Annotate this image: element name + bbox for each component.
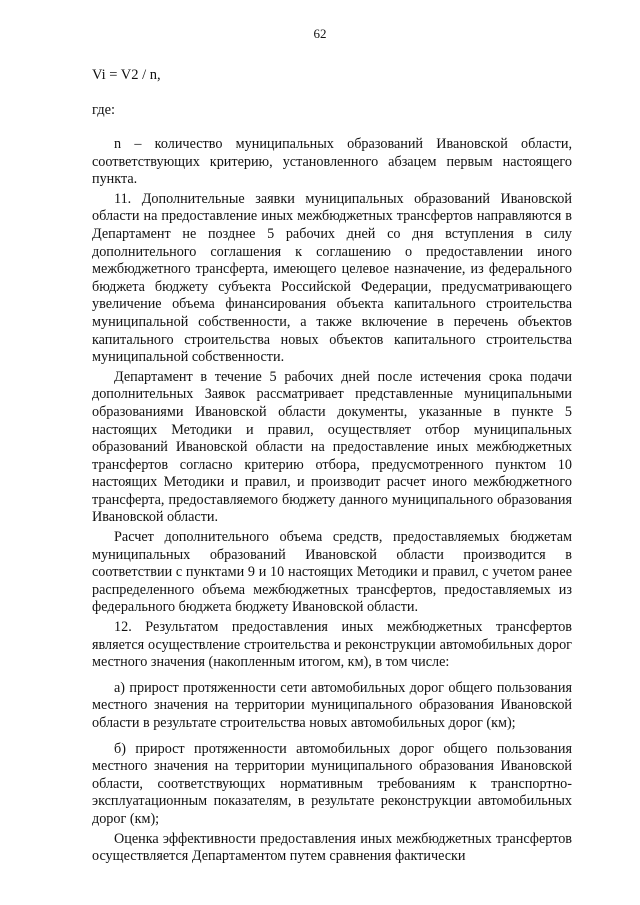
paragraph-subitem-a: а) прирост протяженности сети автомобильных дорог общего пользования местного значения на территории муниципального образования Ивановской области в результате строительства новых автомобильных дорог (км); (92, 679, 572, 731)
paragraph-subitem-b: б) прирост протяженности автомобильных дорог общего пользования местного значения на территории муниципального образования Ивановской области, соответствующих нормативным требованиям к транспортно-эксплуатационным показателям, в результате реконструкции автомобильных дорог (км); (92, 740, 572, 827)
paragraph-n-definition: n – количество муниципальных образований Ивановской области, соответствующих критерию, установленного абзацем первым настоящего пункта. (92, 136, 572, 188)
paragraph-item-11: 11. Дополнительные заявки муниципальных образований Ивановской области на предоставление иных межбюджетных трансфертов направляются в Департамент не позднее 5 рабочих дней со дня вступления в силу дополнительного соглашения к соглашению о предоставлении иного межбюджетного трансферта, имеющего целевое назначение, из федерального бюджета бюджету субъекта Российской Федерации, предусматривающего увеличение объема финансирования объекта капитального строительства муниципальной собственности, а также включение в перечень объектов капитального строительства новых объектов капитального строительства муниципальной собственности. (92, 190, 572, 366)
formula: Vi = V2 / n, (92, 67, 161, 83)
paragraph-efficiency-assessment: Оценка эффективности предоставления иных межбюджетных трансфертов осуществляется Департаментом путем сравнения фактически (92, 830, 572, 865)
body-text (92, 136, 572, 868)
paragraph-item-12: 12. Результатом предоставления иных межбюджетных трансфертов является осуществление строительства и реконструкции автомобильных дорог местного значения (накопленным итогом, км), в том числе: (92, 619, 572, 671)
where-label: где: (92, 102, 116, 118)
paragraph-additional-calculation: Расчет дополнительного объема средств, предоставляемых бюджетам муниципальных образований Ивановской области производится в соответствии с пунктами 9 и 10 настоящих Методики и правил, с учетом ранее распределенного объема межбюджетных трансфертов, предоставляемых из федерального бюджета бюджету Ивановской области. (92, 529, 572, 616)
paragraph-department-review: Департамент в течение 5 рабочих дней после истечения срока подачи дополнительных Заявок рассматривает представленные муниципальными образованиями Ивановской области документы, указанные в пункте 5 настоящих Методики и правил, осуществляет отбор муниципальных образований Ивановской области на предоставление иных межбюджетных трансфертов согласно критерию отбора, предусмотренного пунктом 10 настоящих Методики и правил, и производит расчет иного межбюджетного трансферта, предоставляемого бюджету данного муниципального образования Ивановской области. (92, 368, 572, 526)
page-number: 62 (313, 26, 327, 41)
